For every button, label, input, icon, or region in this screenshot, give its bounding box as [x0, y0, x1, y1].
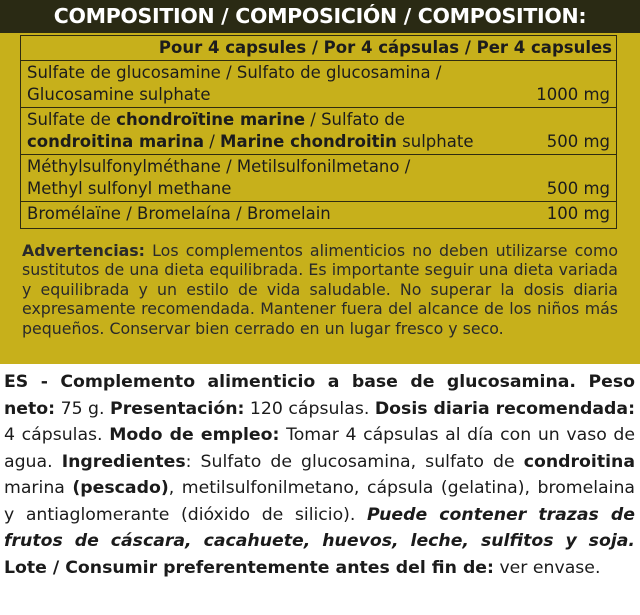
ingredient-amount: 500 mg	[546, 179, 610, 198]
es-intro: ES - Complemento alimenticio a base de glucosamina. Peso neto:	[4, 372, 635, 419]
ingredients-bold: condroitina	[523, 451, 635, 472]
ingredients-label: Ingredientes	[61, 451, 186, 472]
ingredient-name: Bromélaïne / Bromelaína / Bromelain	[27, 204, 331, 223]
warnings-paragraph	[22, 241, 618, 338]
allergen-fish: (pescado)	[72, 478, 169, 498]
net-weight: 75 g.	[55, 398, 111, 419]
text-part: / Sulfato de	[305, 110, 405, 129]
text-part-bold: chondroïtine marine	[116, 110, 306, 129]
text-part: /	[203, 132, 221, 151]
dose-label: Dosis diaria recomendada:	[374, 398, 635, 419]
warnings-text: Los complementos alimenticios no deben utilizarse como sustitutos de una dieta equilibrada. Es importante seguir una dieta variada y equilibrada y un estilo de vida saludable. No superar la dosis diaria expresamente recomendada. Mantener fuera del alcance de los niños más pequeños. Conservar bien cerrado en un lugar fresco y seco.	[22, 241, 618, 338]
dose-value: 4 cápsulas.	[4, 425, 110, 445]
composition-table	[20, 35, 617, 229]
per-serving-row	[21, 36, 616, 61]
lot-value: ver envase.	[493, 557, 601, 578]
traces-warning: Puede contener trazas de frutos de cáscara, cacahuete, huevos, leche, sulfitos y soja.	[4, 504, 636, 551]
ingredients-text: , metilsulfonilmetano, cápsula (gelatina), bromelaina y antiaglomerante (dióxido de silicio).	[4, 478, 635, 525]
presentation-value: 120 cápsulas.	[244, 398, 375, 419]
ingredient-name-line2: Glucosamine sulphate	[27, 85, 211, 104]
usage-value: Tomar 4 cápsulas al día con un vaso de agua.	[4, 425, 636, 472]
ingredient-name-line2	[27, 131, 473, 153]
ingredient-name-line2: Methyl sulfonyl methane	[27, 179, 232, 198]
composition-title: COMPOSITION / COMPOSICIÓN / COMPOSITION:	[0, 0, 640, 33]
table-row	[21, 61, 616, 108]
text-part: sulphate	[396, 132, 474, 151]
text-part: Sulfate de	[27, 110, 117, 129]
ingredient-amount: 500 mg	[546, 132, 610, 151]
per-serving-label: Pour 4 capsules / Por 4 cápsulas / Per 4 capsules	[158, 38, 612, 57]
table-row	[21, 155, 616, 202]
usage-label: Modo de empleo:	[109, 425, 280, 445]
ingredient-name-line1: Méthylsulfonylméthane / Metilsulfonilmetano /	[27, 157, 411, 176]
text-part-bold: Marine chondroitin	[220, 132, 397, 151]
lot-label: Lote / Consumir preferentemente antes del fin de:	[4, 557, 494, 578]
ingredient-name-line1: Sulfate de glucosamine / Sulfato de glucosamina /	[27, 63, 442, 82]
ingredients-text: marina	[4, 478, 73, 498]
warnings-label: Advertencias:	[22, 241, 146, 260]
text-part-bold: condroitina marina	[27, 132, 204, 151]
spanish-description	[4, 369, 635, 581]
table-row	[21, 108, 616, 155]
ingredient-amount: 1000 mg	[536, 85, 610, 104]
ingredient-amount: 100 mg	[546, 204, 610, 223]
ingredients-text: : Sulfato de glucosamina, sulfato de	[185, 451, 524, 472]
ingredient-name-line1	[27, 109, 405, 131]
table-row	[21, 202, 616, 228]
presentation-label: Presentación:	[110, 398, 245, 419]
